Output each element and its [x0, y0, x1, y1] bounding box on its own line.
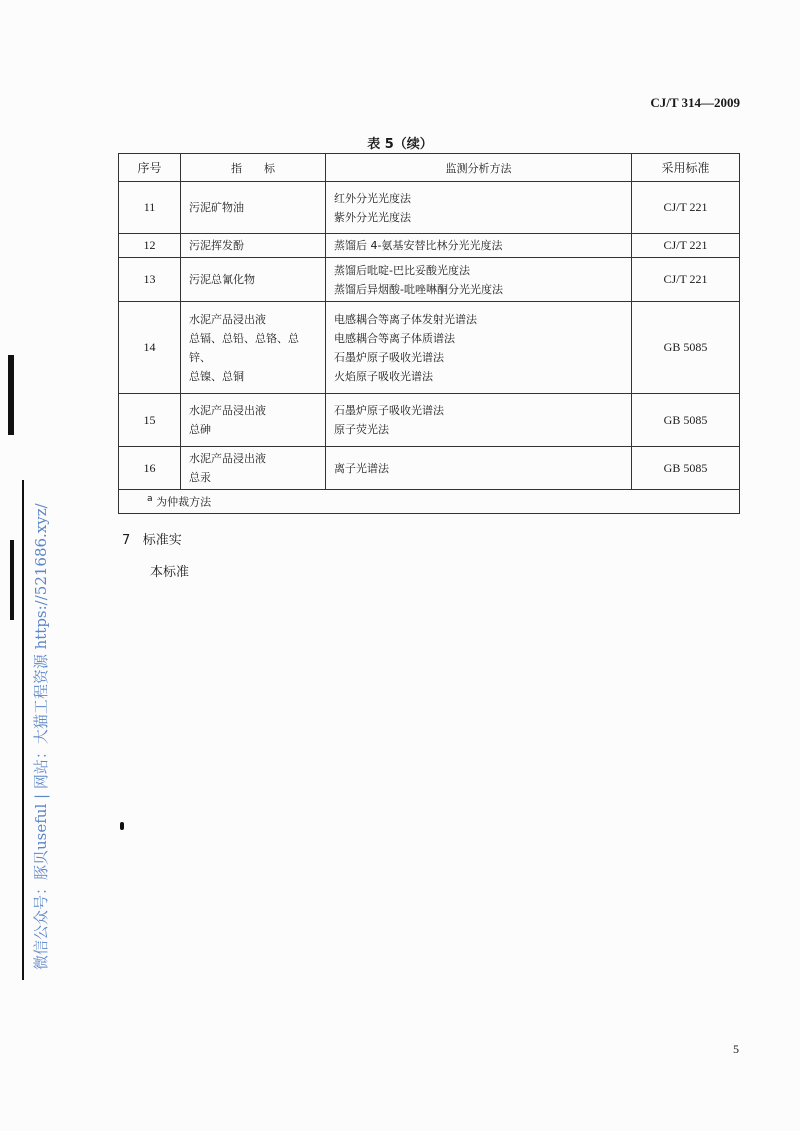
- row-number: 11: [119, 182, 181, 234]
- indicator-cell: [181, 234, 326, 258]
- column-header: 监测分析方法: [326, 154, 632, 182]
- section-title: 标准实: [142, 533, 182, 548]
- indicator-line: 总砷: [189, 423, 211, 436]
- method-line: 电感耦合等离子体发射光谱法: [334, 312, 477, 326]
- standard-cell: GB 5085: [632, 302, 740, 394]
- document-code: CJ/T 314—2009: [650, 95, 740, 110]
- page-number: 5: [733, 1042, 739, 1056]
- indicator-cell: [181, 447, 326, 490]
- column-header: 指 标: [181, 154, 326, 182]
- indicator-line: 总镉、总铅、总铬、总锌、: [189, 331, 299, 364]
- method-cell: [326, 234, 632, 258]
- row-number: 16: [119, 447, 181, 490]
- indicator-line: 污泥挥发酚: [189, 239, 244, 252]
- indicator-line: 水泥产品浸出液: [189, 404, 266, 417]
- method-line: 红外分光光度法: [334, 191, 411, 205]
- section-heading: [122, 529, 182, 548]
- column-header: 序号: [119, 154, 181, 182]
- method-line: 电感耦合等离子体质谱法: [334, 331, 455, 345]
- table-row: [119, 258, 740, 302]
- footnote-mark: a: [147, 493, 153, 504]
- method-cell: [326, 302, 632, 394]
- standard-cell: GB 5085: [632, 447, 740, 490]
- indicator-cell: [181, 258, 326, 302]
- paragraph: 本标准: [150, 565, 190, 580]
- indicator-line: 水泥产品浸出液: [189, 312, 266, 326]
- indicator-cell: [181, 302, 326, 394]
- indicator-cell: [181, 182, 326, 234]
- scan-artifact: [120, 822, 124, 830]
- indicator-line: 总镍、总铜: [189, 369, 244, 383]
- watermark: 微信公众号：豚贝useful | 网站：大猫工程资源 https://521686.xyz/: [32, 503, 50, 970]
- row-number: 15: [119, 394, 181, 447]
- scan-artifact: [10, 540, 14, 620]
- method-line: 石墨炉原子吸收光谱法: [334, 350, 444, 364]
- standard-cell: GB 5085: [632, 394, 740, 447]
- indicator-line: 水泥产品浸出液: [189, 452, 266, 465]
- table-row: [119, 182, 740, 234]
- method-cell: [326, 182, 632, 234]
- indicator-line: 污泥总氰化物: [189, 273, 255, 286]
- method-line: 离子光谱法: [334, 461, 389, 475]
- standard-cell: CJ/T 221: [632, 258, 740, 302]
- table-header-row: [119, 154, 740, 182]
- section-number: 7: [122, 533, 131, 548]
- table-footnote-row: [119, 490, 740, 514]
- method-line: 紫外分光光度法: [334, 210, 411, 224]
- method-cell: [326, 258, 632, 302]
- row-number: 14: [119, 302, 181, 394]
- monitoring-methods-table: [118, 153, 740, 514]
- standard-cell: CJ/T 221: [632, 182, 740, 234]
- method-line: 蒸馏后吡啶-巴比妥酸光度法: [334, 263, 470, 277]
- table-caption: 表 5（续）: [367, 137, 433, 152]
- indicator-line: 总汞: [189, 471, 211, 484]
- method-cell: [326, 447, 632, 490]
- standard-cell: CJ/T 221: [632, 234, 740, 258]
- table-row: [119, 302, 740, 394]
- row-number: 12: [119, 234, 181, 258]
- method-line: 原子荧光法: [334, 423, 389, 436]
- row-number: 13: [119, 258, 181, 302]
- scan-artifact: [8, 355, 14, 435]
- method-line: 石墨炉原子吸收光谱法: [334, 404, 444, 417]
- column-header: 采用标准: [632, 154, 740, 182]
- method-line: 蒸馏后 4-氨基安替比林分光光度法: [334, 239, 503, 252]
- scan-artifact: [22, 480, 24, 980]
- method-line: 火焰原子吸收光谱法: [334, 369, 433, 383]
- table-row: [119, 447, 740, 490]
- method-cell: [326, 394, 632, 447]
- method-line: 蒸馏后异烟酸-吡唑啉酮分光光度法: [334, 282, 503, 296]
- indicator-cell: [181, 394, 326, 447]
- table-row: [119, 234, 740, 258]
- table-row: [119, 394, 740, 447]
- indicator-line: 污泥矿物油: [189, 201, 244, 214]
- footnote-text: 为仲裁方法: [156, 495, 212, 509]
